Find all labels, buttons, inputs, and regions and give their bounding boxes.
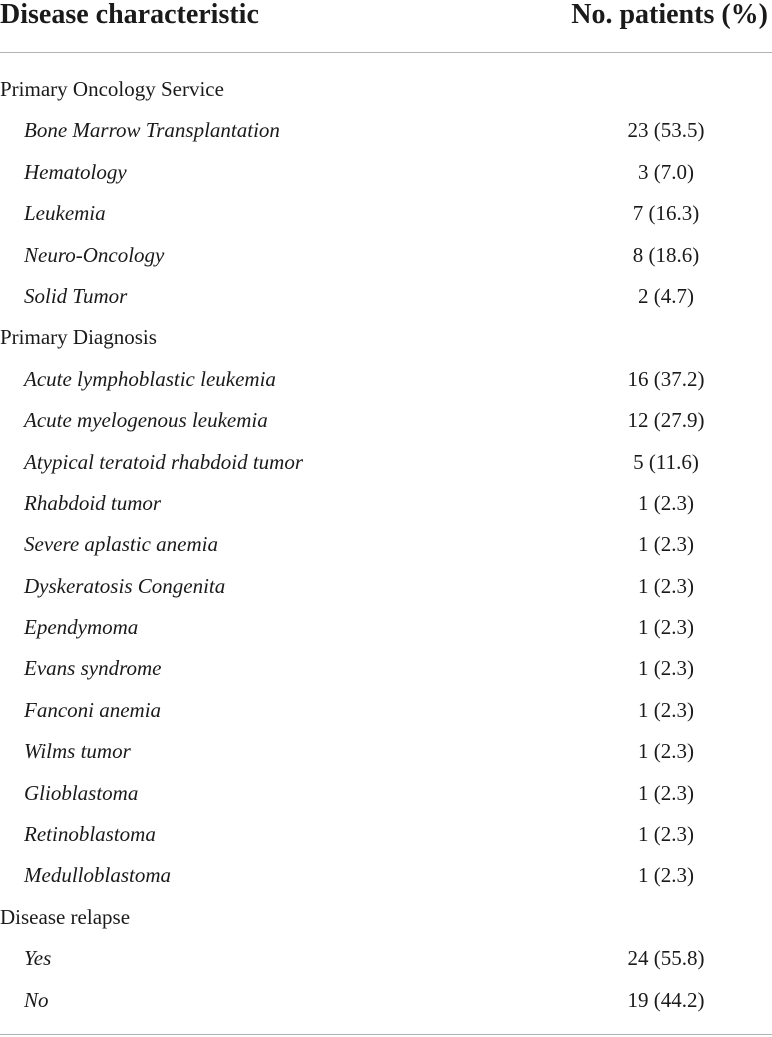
row-label: Leukemia — [24, 201, 106, 226]
table-row — [0, 815, 772, 856]
table-row — [0, 649, 772, 690]
row-label: Fanconi anemia — [24, 697, 162, 722]
section-title: Disease relapse — [0, 904, 131, 929]
row-label: Yes — [24, 946, 52, 971]
table-row — [0, 194, 772, 235]
row-label: Severe aplastic anemia — [24, 532, 218, 557]
row-value: 1 (2.3) — [638, 656, 694, 681]
table-row — [0, 443, 772, 484]
table-row — [0, 981, 772, 1022]
row-value: 16 (37.2) — [627, 366, 705, 391]
row-label: Neuro-Oncology — [24, 242, 165, 267]
row-label: Solid Tumor — [24, 283, 128, 308]
row-value: 1 (2.3) — [638, 697, 694, 722]
row-value: 1 (2.3) — [638, 863, 694, 888]
row-label: Evans syndrome — [24, 656, 162, 681]
row-value: 7 (16.3) — [632, 201, 700, 226]
row-value: 1 (2.3) — [638, 573, 694, 598]
row-label: Retinoblastoma — [24, 822, 156, 847]
table-row — [0, 525, 772, 566]
row-label: Wilms tumor — [24, 739, 131, 764]
table-header — [0, 0, 772, 53]
section-title: Primary Oncology Service — [0, 77, 224, 101]
section-row — [0, 898, 772, 939]
table-row — [0, 774, 772, 815]
row-label: Ependymoma — [24, 615, 139, 640]
table-row — [0, 856, 772, 897]
table-row — [0, 401, 772, 442]
row-label: Rhabdoid tumor — [24, 490, 162, 515]
row-value: 1 (2.3) — [638, 532, 694, 557]
row-label: No — [24, 987, 49, 1012]
section-row — [0, 70, 772, 111]
table-row — [0, 939, 772, 980]
row-label: Medulloblastoma — [24, 863, 171, 888]
table-row — [0, 360, 772, 401]
row-label: Acute lymphoblastic leukemia — [24, 366, 276, 391]
row-label: Bone Marrow Transplantation — [24, 118, 280, 143]
row-value: 2 (4.7) — [638, 283, 694, 308]
section-row — [0, 318, 772, 359]
row-value: 1 (2.3) — [638, 780, 694, 805]
table-row — [0, 111, 772, 152]
row-label: Acute myelogenous leukemia — [24, 408, 268, 433]
table-row — [0, 236, 772, 277]
row-value: 1 (2.3) — [638, 490, 694, 515]
row-label: Glioblastoma — [24, 780, 139, 805]
table-row — [0, 153, 772, 194]
row-value: 12 (27.9) — [627, 408, 705, 433]
row-value: 19 (44.2) — [627, 987, 705, 1012]
table-body — [0, 53, 772, 1022]
row-value: 23 (53.5) — [627, 118, 705, 143]
header-characteristic: Disease characteristic — [0, 0, 259, 30]
row-label: Dyskeratosis Congenita — [24, 573, 226, 598]
row-value: 24 (55.8) — [627, 946, 705, 971]
table-bottom-rule — [0, 1034, 772, 1035]
row-value: 1 (2.3) — [638, 615, 694, 640]
table-row — [0, 691, 772, 732]
header-patient-count: No. patients (%) — [571, 0, 768, 30]
row-value: 5 (11.6) — [633, 449, 699, 474]
table-row — [0, 567, 772, 608]
row-label: Hematology — [24, 159, 127, 184]
row-value: 1 (2.3) — [638, 739, 694, 764]
row-value: 3 (7.0) — [638, 159, 694, 184]
table-row — [0, 277, 772, 318]
row-value: 8 (18.6) — [632, 242, 700, 267]
row-label: Atypical teratoid rhabdoid tumor — [24, 449, 304, 474]
row-value: 1 (2.3) — [638, 822, 694, 847]
table-row — [0, 484, 772, 525]
table-row — [0, 732, 772, 773]
table-row — [0, 608, 772, 649]
section-title: Primary Diagnosis — [0, 325, 157, 350]
